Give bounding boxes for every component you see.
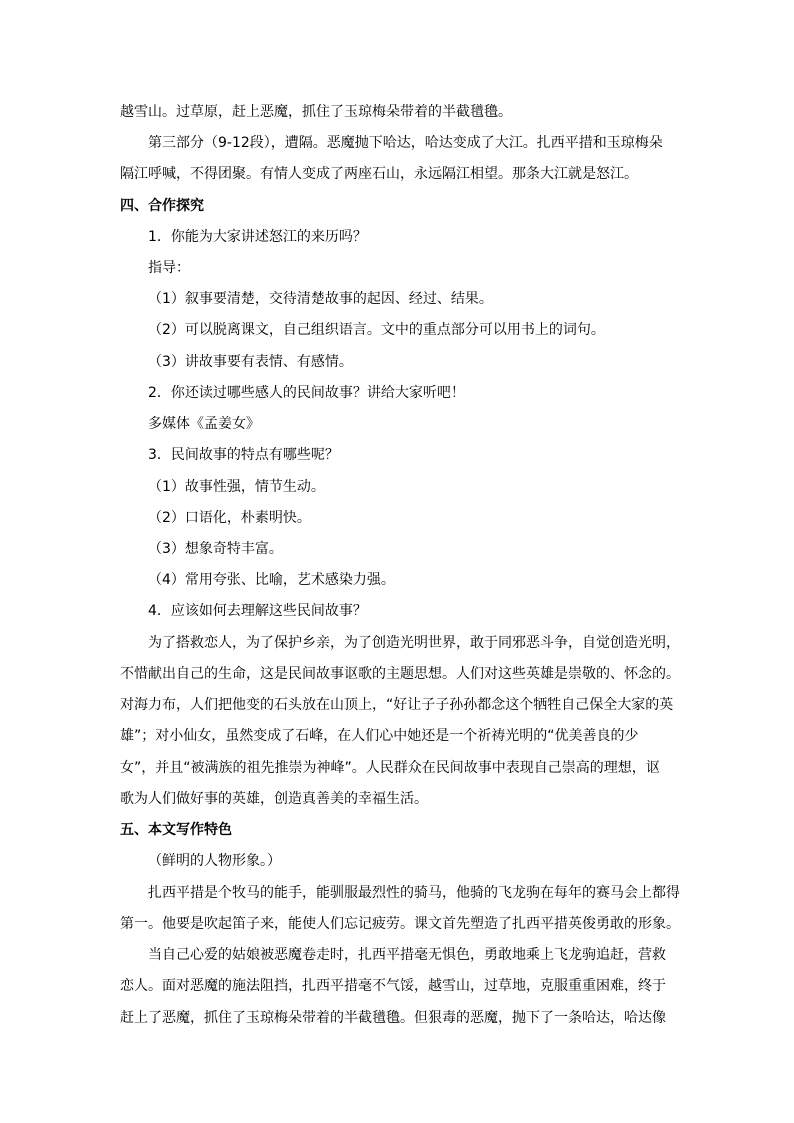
body-text-line: （鲜明的人物形象。） — [148, 853, 281, 869]
body-text-line: 不惜献出自己的生命，这是民间故事讴歌的主题思想。人们对这些英雄是崇敬的、怀念的。 — [120, 666, 680, 682]
body-text-line: 雄”；对小仙女，虽然变成了石峰，在人们心中她还是一个祈祷光明的“优美善良的少 — [120, 728, 639, 744]
body-text-line: 多媒体《孟姜女》 — [148, 416, 260, 432]
list-item: （2）口语化，朴素明快。 — [148, 510, 311, 526]
body-text-line: 赶上了恶魔，抓住了玉琼梅朵带着的半截氆氇。但狠毒的恶魔，抛下了一条哈达，哈达像 — [120, 1010, 666, 1026]
body-text-line: 恋人。面对恶魔的施法阻挡，扎西平措毫不气馁，越雪山，过草地，克服重重困难，终于 — [120, 978, 666, 994]
body-text-line: 越雪山。过草原，赶上恶魔，抓住了玉琼梅朵带着的半截氆氇。 — [120, 104, 512, 120]
body-text-line: 女”，并且“被满族的祖先推崇为神峰”。人民群众在民间故事中表现自己崇高的理想，讴 — [120, 760, 660, 776]
question-line: 2．你还读过哪些感人的民间故事？讲给大家听吧！ — [148, 385, 465, 401]
body-text-line: 为了搭救恋人，为了保护乡亲，为了创造光明世界，敢于同邪恶斗争，自觉创造光明， — [148, 635, 680, 651]
body-text-line: 扎西平措是个牧马的能手，能驯服最烈性的骑马，他骑的飞龙驹在每年的赛马会上都得 — [148, 885, 680, 901]
body-text-line: 指导： — [148, 260, 190, 276]
list-item: （1）故事性强，情节生动。 — [148, 479, 325, 495]
question-line: 4．应该如何去理解这些民间故事？ — [148, 603, 367, 619]
body-text-line: 对海力布，人们把他变的石头放在山顶上，“好让子子孙孙都念这个牺牲自己保全大家的英 — [120, 697, 674, 713]
list-item: （4）常用夸张、比喻，艺术感染力强。 — [148, 572, 395, 588]
list-item: （3）想象奇特丰富。 — [148, 541, 283, 557]
body-text-line: 当自己心爱的姑娘被恶魔卷走时，扎西平措毫无惧色，勇敢地乘上飞龙驹追赶，营救 — [148, 947, 666, 963]
list-item: （1）叙事要清楚，交待清楚故事的起因、经过、结果。 — [148, 291, 493, 307]
question-line: 1．你能为大家讲述怒江的来历吗？ — [148, 229, 367, 245]
body-text-line: 第一。他要是吹起笛子来，能使人们忘记疲劳。课文首先塑造了扎西平措英俊勇敢的形象。 — [120, 916, 680, 932]
body-text-line: 歌为人们做好事的英雄，创造真善美的幸福生活。 — [120, 791, 428, 807]
question-line: 3．民间故事的特点有哪些呢？ — [148, 447, 339, 463]
list-item: （3）讲故事要有表情、有感情。 — [148, 354, 353, 370]
body-text-line: 第三部分（9-12段），遭隔。恶魔抛下哈达，哈达变成了大江。扎西平措和玉琼梅朵 — [148, 135, 663, 151]
list-item: （2）可以脱离课文，自己组织语言。文中的重点部分可以用书上的词句。 — [148, 322, 605, 338]
section-heading: 五、本文写作特色 — [120, 822, 232, 838]
section-heading: 四、合作探究 — [120, 198, 204, 214]
body-text-line: 隔江呼喊，不得团聚。有情人变成了两座石山，永远隔江相望。那条大江就是怒江。 — [120, 166, 638, 182]
